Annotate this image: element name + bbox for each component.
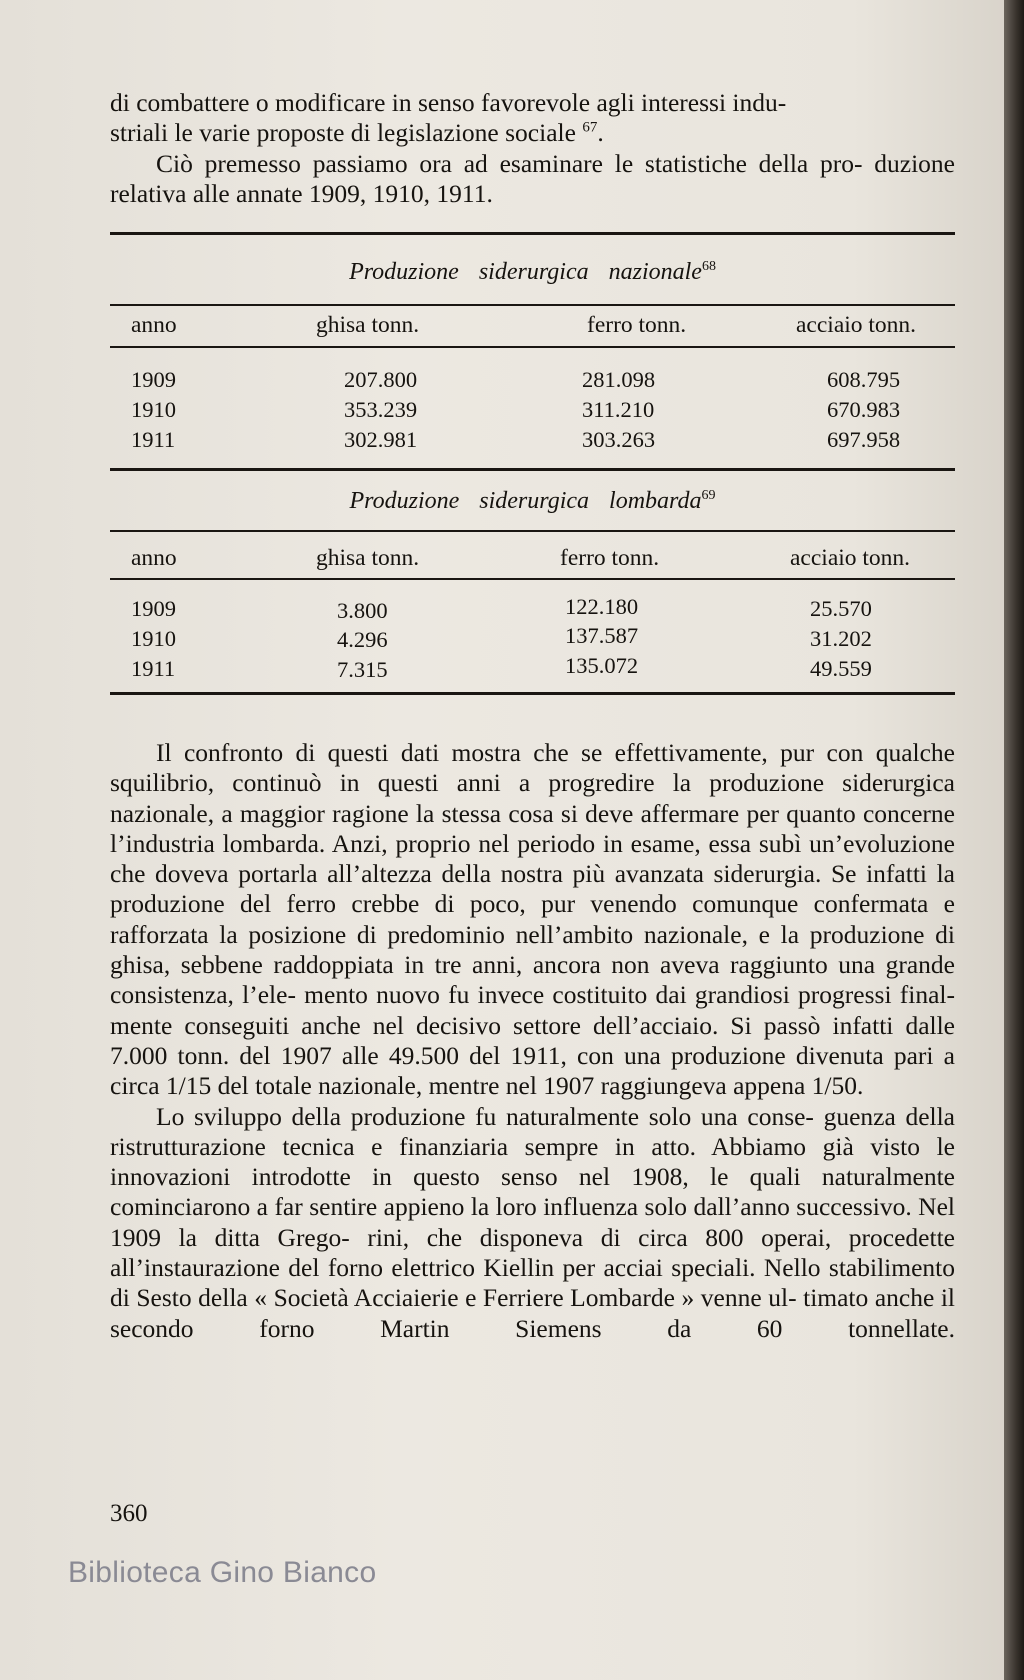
table-national-row-1911-ghisa: 302.981 xyxy=(344,427,418,452)
intro-line-1: di combattere o modificare in senso favorevole agli interessi indu- xyxy=(110,88,787,117)
footnote-ref-69: 69 xyxy=(701,488,716,503)
table-lombard-row-1910-acciaio: 31.202 xyxy=(810,626,872,651)
table-lombard-header-ghisa: ghisa tonn. xyxy=(316,545,420,571)
table-lombard-row-1909-ghisa: 3.800 xyxy=(337,598,388,623)
intro-line-2 xyxy=(110,118,955,148)
body-text xyxy=(110,738,955,1344)
table-national-row-1910-ferro: 311.210 xyxy=(582,397,655,422)
table-national-row-1911-anno: 1911 xyxy=(131,427,176,452)
table-national-row-1909-anno: 1909 xyxy=(131,367,176,392)
table-lombard-row-1911-acciaio: 49.559 xyxy=(810,656,872,681)
table-lombard-row-1910-ferro: 137.587 xyxy=(565,623,639,648)
library-watermark: Biblioteca Gino Bianco xyxy=(68,1556,377,1589)
table-lombard-header-ferro: ferro tonn. xyxy=(560,545,660,571)
table-national-row-1909-acciaio: 608.795 xyxy=(827,367,901,392)
table-national-top-rule xyxy=(110,232,955,235)
table-national-row-1909-ghisa: 207.800 xyxy=(344,367,418,392)
table-lombard-row-1909-ferro: 122.180 xyxy=(565,594,639,619)
table-lombard-bottom-rule xyxy=(110,692,955,695)
intro-line-2-text: striali le varie proposte di legislazione sociale xyxy=(110,118,576,148)
table-lombard-header-rule xyxy=(110,578,955,580)
table-national-row-1910-acciaio: 670.983 xyxy=(827,397,901,422)
table-lombard-row-1911-anno: 1911 xyxy=(131,656,176,681)
footnote-ref-68: 68 xyxy=(701,259,716,274)
table-national-row-1910-ghisa: 353.239 xyxy=(344,397,418,422)
intro-paragraph-2: Ciò premesso passiamo ora ad esaminare le statistiche della pro- duzione relativa alle annate 1909, 1910, 1911. xyxy=(110,148,955,208)
footnote-ref-67: 67 xyxy=(582,119,598,136)
table-national-row-1909-ferro: 281.098 xyxy=(582,367,656,392)
body-paragraph-1: Il confronto di questi dati mostra che se effettivamente, pur con qualche squilibrio, continuò in questi anni a progredire la produzione siderurgica nazionale, a maggior ragione la stessa cosa si deve affermare per quanto concerne l’industria lombarda. Anzi, proprio nel periodo in esame, essa subì un’evoluzione che doveva portarla all’altezza della nostra più avanzata siderurgia. Se infatti la produzione del ferro crebbe di poco, pur venendo comunque confermata e rafforzata la posizione di predominio nell’ambito nazionale, e la produzione di ghisa, sebbene raddoppiata in tre anni, ancora non aveva raggiunto una grande consistenza, l’ele- mento nuovo fu invece costituito dai grandiosi progressi final- mente conseguiti anche nel decisivo settore dell’acciaio. Si passò infatti dalle 7.000 tonn. del 1907 alle 49.500 del 1911, con una produzione divenuta pari a circa 1/15 del totale nazionale, mentre nel 1907 raggiungeva appena 1/50. xyxy=(110,738,955,1101)
table-national-row-1911-acciaio: 697.958 xyxy=(827,427,901,452)
table-national-bottom-rule xyxy=(110,468,955,471)
table-national-caption xyxy=(110,258,955,286)
intro-text xyxy=(110,88,955,209)
table-lombard-caption xyxy=(110,487,955,515)
table-lombard-caption-rule xyxy=(110,530,955,532)
table-lombard-row-1911-ghisa: 7.315 xyxy=(337,657,388,682)
table-national-caption-rule xyxy=(110,304,955,306)
book-edge-shadow xyxy=(1004,0,1024,1680)
table-lombard-header-anno: anno xyxy=(131,545,177,571)
page-number: 360 xyxy=(110,1500,148,1527)
table-lombard-row-1910-anno: 1910 xyxy=(131,626,176,651)
table-lombard-header-acciaio: acciaio tonn. xyxy=(790,545,911,571)
table-lombard-row-1910-ghisa: 4.296 xyxy=(337,627,388,652)
body-paragraph-2: Lo sviluppo della produzione fu naturalmente solo una conse- guenza della ristrutturazione tecnica e finanziaria sempre in atto. Abbiamo già visto le innovazioni introdotte in questo senso nel 1908, le quali naturalmente cominciarono a far sentire appieno la loro influenza solo dall’anno successivo. Nel 1909 la ditta Grego- rini, che disponeva di circa 800 operai, procedette all’instaurazione del forno elettrico Kiellin per acciai speciali. Nello stabilimento di Sesto della « Società Acciaierie e Ferriere Lombarde » venne ul- timato anche il secondo forno Martin Siemens da 60 tonnellate. xyxy=(110,1101,955,1343)
table-national-caption-text: Produzione siderurgica nazionale xyxy=(349,259,702,285)
table-national-header-anno: anno xyxy=(131,312,177,338)
table-lombard-row-1911-ferro: 135.072 xyxy=(565,653,639,678)
table-national-header-ferro: ferro tonn. xyxy=(587,312,687,338)
intro-line-2-end: . xyxy=(597,118,604,148)
table-national-header-rule xyxy=(110,346,955,348)
table-national-row-1911-ferro: 303.263 xyxy=(582,427,656,452)
table-national-header-ghisa: ghisa tonn. xyxy=(316,312,420,338)
table-lombard-row-1909-anno: 1909 xyxy=(131,596,176,621)
table-national-row-1910-anno: 1910 xyxy=(131,397,176,422)
table-lombard-caption-text: Produzione siderurgica lombarda xyxy=(349,488,702,514)
table-lombard-row-1909-acciaio: 25.570 xyxy=(810,596,872,621)
table-national-header-acciaio: acciaio tonn. xyxy=(796,312,917,338)
